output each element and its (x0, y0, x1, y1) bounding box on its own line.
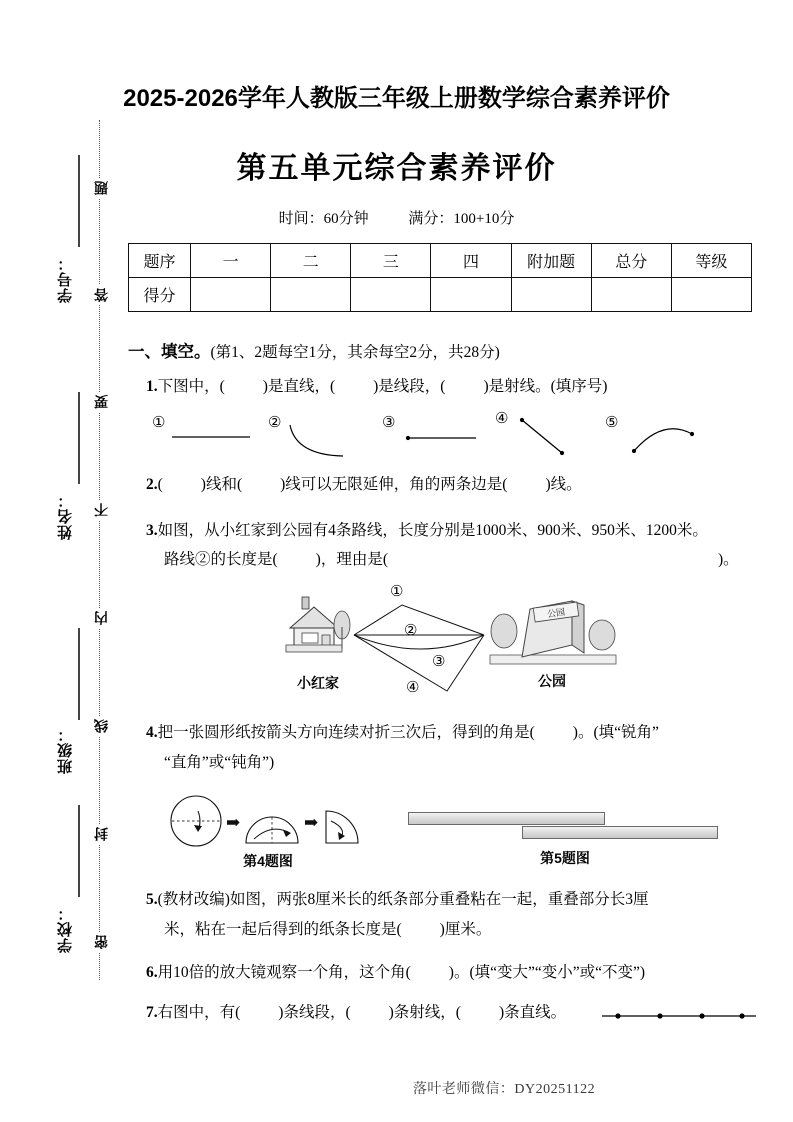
figure-label-1: ① (152, 415, 166, 431)
score-cell-2[interactable] (351, 278, 431, 312)
q5-line2-a: 米，粘在一起后得到的纸条长度是( (164, 921, 402, 938)
question-5-number: 5. (146, 891, 158, 908)
score-cell-0[interactable] (191, 278, 271, 312)
q1-part-1: )是直线，( (262, 378, 336, 395)
exam-time: 时间：60分钟 (278, 211, 369, 227)
paper-strip-bottom (522, 826, 718, 839)
q1-part-0: 下图中，( (157, 378, 225, 395)
sidebar-rule-2 (78, 392, 80, 484)
question-1-number: 1. (146, 378, 158, 395)
question-1-text (146, 372, 607, 402)
question-3-text-line2 (164, 547, 739, 569)
figure-label-4: ④ (495, 411, 509, 427)
sidebar-label-student-id: 学号： (57, 255, 74, 303)
question-5-figure-caption: 第5题图 (540, 850, 590, 866)
q2-part-0: ( (157, 476, 163, 493)
svg-text:公园: 公园 (546, 606, 566, 620)
q6-text-b: )。(填“变大”“变小”或“不变”) (448, 964, 646, 981)
score-table-row-label-0: 题序 (129, 244, 191, 278)
question-5-text-line1 (146, 885, 648, 915)
question-4-text-line2: “直角”或“钝角”) (164, 754, 275, 771)
question-5-text-line2 (164, 917, 491, 939)
q7-text-b: )条线段，( (278, 1004, 351, 1021)
q3-line2-a: 路线②的长度是( (164, 551, 278, 568)
q3-line2-c: )。 (718, 551, 739, 568)
q5-line2-b: )厘米。 (439, 921, 492, 938)
fold-arrow-icon-2: ➡ (304, 813, 319, 832)
score-table (128, 243, 752, 312)
seal-char-2: 要 (91, 392, 111, 412)
exam-meta (0, 207, 793, 228)
unit-title: 第五单元综合素养评价 (236, 152, 557, 185)
sidebar-label-name: 姓名： (57, 492, 74, 540)
score-cell-3[interactable] (431, 278, 511, 312)
figure-label-3: ③ (382, 415, 396, 431)
question-4-figure-caption: 第4题图 (243, 853, 293, 869)
question-4-figure (168, 793, 383, 869)
seal-char-3: 不 (91, 500, 111, 520)
q7-text-a: 右图中，有( (157, 1004, 241, 1021)
seal-char-4: 内 (91, 608, 111, 628)
house-icon (286, 597, 350, 652)
section-one-note: (第1、2题每空1分，其余每空2分，共28分) (210, 344, 500, 361)
figure-label-2: ② (268, 415, 282, 431)
fold-sequence (168, 793, 383, 851)
score-table-col-1: 二 (271, 244, 351, 278)
park-label: 公园 (538, 673, 566, 689)
route-label-4: ④ (406, 680, 420, 696)
question-2-text (146, 470, 582, 500)
seal-char-7: 密 (91, 932, 111, 952)
route-label-2: ② (404, 623, 418, 639)
q2-part-1: )线和( (200, 476, 243, 493)
section-one-heading (128, 338, 500, 362)
q4-line1-a: 把一张圆形纸按箭头方向连续对折三次后，得到的角是( (157, 724, 535, 741)
sidebar-rule-4 (78, 805, 80, 897)
q1-part-2: )是线段，( (373, 378, 446, 395)
route-label-3: ③ (432, 654, 446, 670)
score-table-col-4: 附加题 (511, 244, 591, 278)
question-6-number: 6. (146, 964, 158, 981)
q4-line1-b: )。(填“锐角” (572, 724, 659, 741)
score-cell-4[interactable] (511, 278, 591, 312)
seal-dotted-line (99, 120, 100, 980)
score-table-col-3: 四 (431, 244, 511, 278)
score-cell-1[interactable] (271, 278, 351, 312)
q7-text-d: )条直线。 (498, 1004, 567, 1021)
q2-part-3: )线。 (545, 476, 582, 493)
q7-text-c: )条射线，( (388, 1004, 461, 1021)
score-cell-6[interactable] (671, 278, 751, 312)
question-4-number: 4. (146, 724, 158, 741)
footer-watermark (0, 1078, 793, 1098)
fold-arrow-icon-1: ➡ (226, 813, 241, 832)
question-1-figure (150, 405, 710, 463)
teacher-wechat-text: 落叶老师微信：DY20251122 (412, 1082, 596, 1097)
figure-label-5: ⑤ (605, 415, 619, 431)
question-1-line-shapes (150, 405, 710, 463)
exam-total-score: 满分：100+10分 (408, 211, 515, 227)
question-7-text (146, 998, 566, 1028)
q6-text-a: 用10倍的放大镜观察一个角，这个角( (157, 964, 411, 981)
question-4-text-line1 (146, 718, 659, 748)
score-table-col-5: 总分 (591, 244, 671, 278)
route-label-1: ① (390, 584, 404, 600)
seal-char-1: 答 (91, 285, 111, 305)
score-cell-5[interactable] (591, 278, 671, 312)
question-5-figure (400, 812, 725, 866)
score-table-col-6: 等级 (671, 244, 751, 278)
score-table-row-label-1: 得分 (129, 278, 191, 312)
section-one-title: 一、填空。 (128, 343, 211, 361)
question-2-number: 2. (146, 476, 158, 493)
question-6-text (146, 958, 645, 988)
question-3-figure (272, 583, 620, 708)
table-row-scores (129, 278, 752, 312)
question-3-text-line1 (146, 516, 708, 546)
house-label: 小红家 (297, 675, 339, 691)
q3-line2-b: )，理由是( (315, 551, 388, 568)
sidebar-label-school: 学校： (57, 905, 74, 953)
question-7-figure (600, 1008, 758, 1024)
question-7-number: 7. (146, 1004, 158, 1021)
line-with-points (600, 1008, 758, 1024)
seal-char-6: 封 (91, 824, 111, 844)
document-title: 2025-2026学年人教版三年级上册数学综合素养评价 (123, 85, 670, 112)
q2-part-2: )线可以无限延伸，角的两条边是( (280, 476, 508, 493)
score-table-col-2: 三 (351, 244, 431, 278)
seal-char-5: 线 (91, 716, 111, 736)
score-table-col-0: 一 (191, 244, 271, 278)
table-row-header (129, 244, 752, 278)
sidebar-rule-3 (78, 628, 80, 720)
sidebar-label-class: 班级： (57, 726, 74, 774)
seal-char-0: 题 (91, 178, 111, 198)
q5-line-1: (教材改编)如图，两张8厘米长的纸条部分重叠粘在一起，重叠部分长3厘 (157, 891, 649, 908)
paper-strip-top (408, 812, 605, 825)
q1-part-3: )是射线。(填序号) (483, 378, 608, 395)
park-icon (490, 601, 616, 664)
question-3-number: 3. (146, 522, 158, 539)
q3-line-1: 如图，从小红家到公园有4条路线，长度分别是1000米、900米、950米、1200米。 (157, 522, 708, 539)
